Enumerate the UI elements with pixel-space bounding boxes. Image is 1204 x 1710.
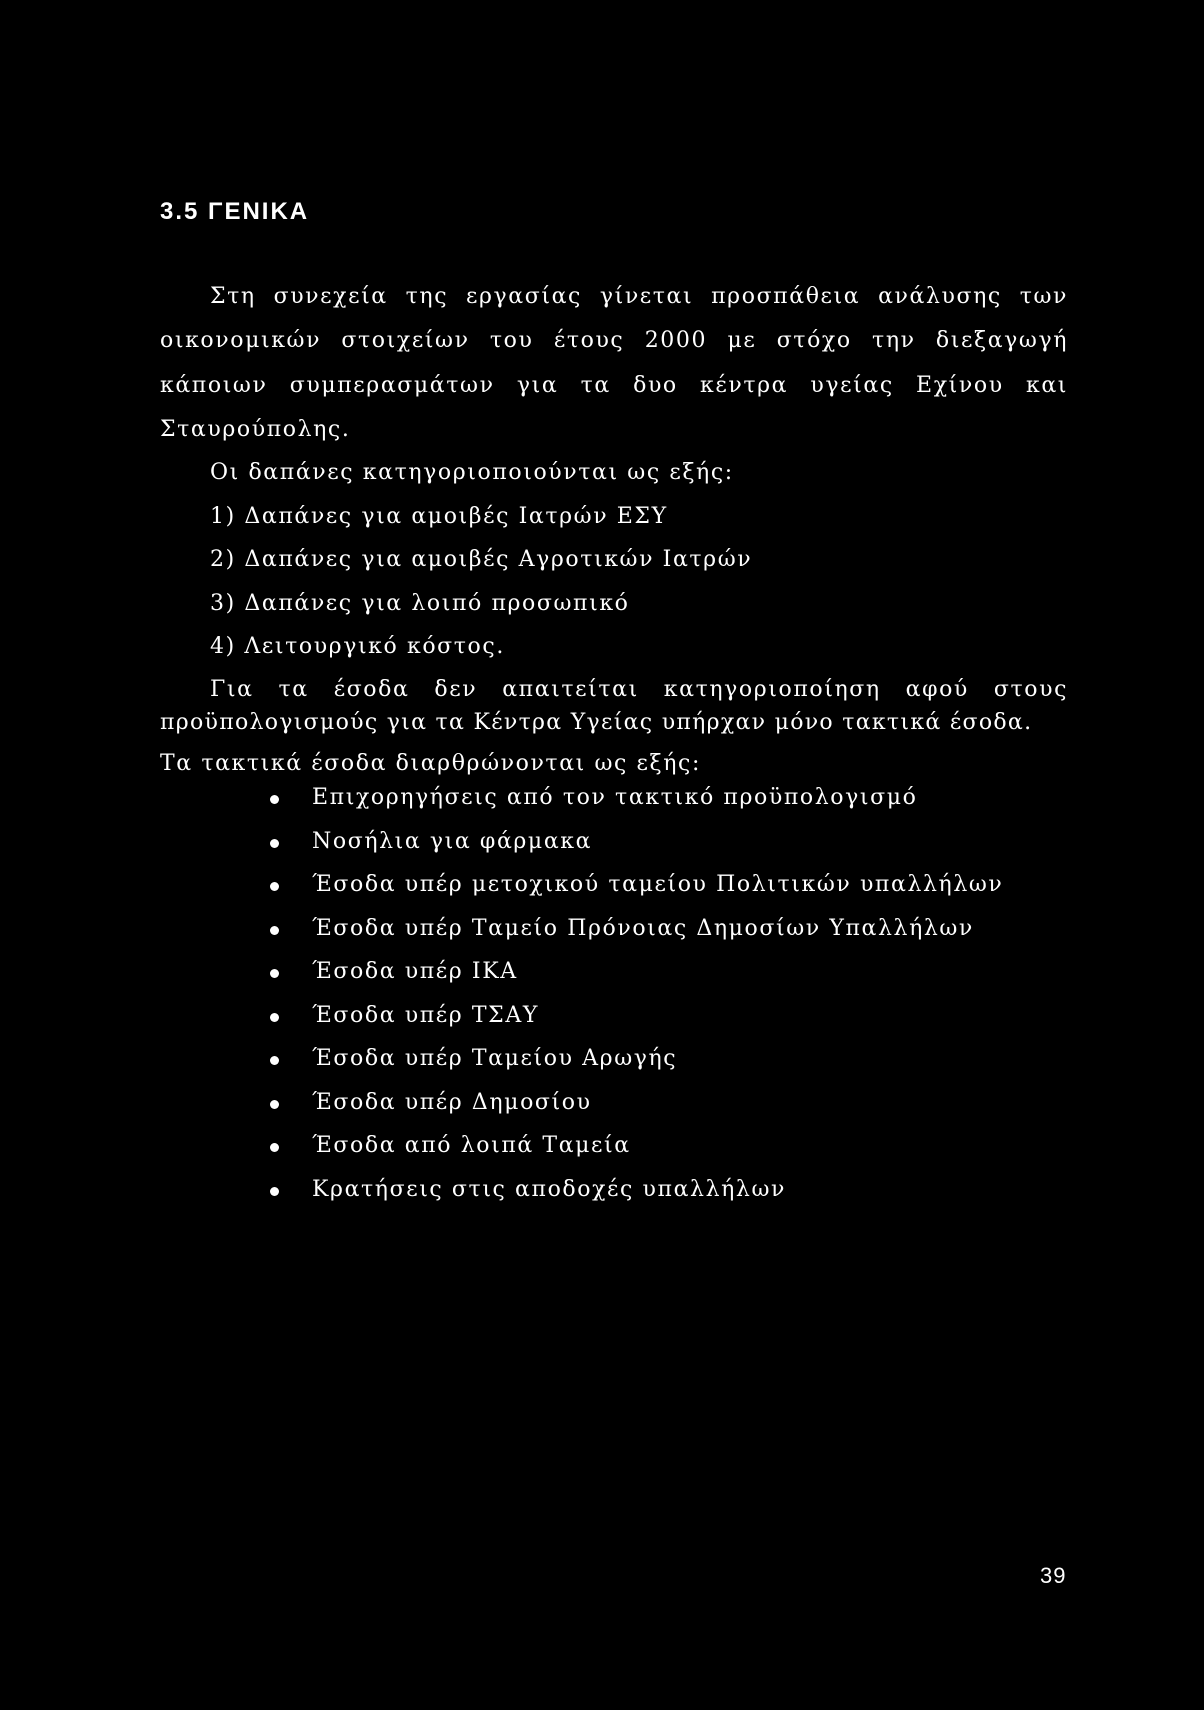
revenue-list [270,787,1003,1222]
list-item-label: Έσοδα υπέρ Ταμείο Πρόνοιας Δημοσίων Υπαλλήλων [312,915,974,941]
revenue-intro: Τα τακτικά έσοδα διαρθρώνονται ως εξής: [160,751,701,776]
list-item [270,1048,1003,1092]
list-item-label: Έσοδα υπέρ Ταμείου Αρωγής [312,1046,678,1071]
list-item [270,1176,1003,1223]
bullet-icon [270,882,279,891]
list-item-label: Νοσήλια για φάρμακα [312,828,593,854]
bullet-icon [270,839,279,848]
list-item-label: Έσοδα υπέρ μετοχικού ταμείου Πολιτικών υπαλλήλων [312,872,1004,897]
paragraph-line: Σταυρούπολης. [160,417,351,442]
list-item-label: Έσοδα υπέρ ΙΚΑ [312,959,518,984]
bullet-icon [270,1187,279,1196]
paragraph-line: Στη συνεχεία της εργασίας γίνεται προσπάθεια ανάλυσης των [210,284,1068,309]
revenue-paragraph-line: προϋπολογισμούς για τα Κέντρα Υγείας υπήρχαν μόνο τακτικά έσοδα. [160,710,1033,735]
list-item-label: Κρατήσεις στις αποδοχές υπαλλήλων [312,1176,786,1202]
bullet-icon [270,1100,279,1109]
list-item [270,961,1003,1005]
list-item [270,787,1003,831]
list-item-label: Έσοδα υπέρ Δημοσίου [312,1089,592,1115]
paragraph-line: κάποιων συμπερασμάτων για τα δυο κέντρα υγείας Εχίνου και [160,373,1068,398]
bullet-icon [270,1013,279,1022]
bullet-icon [270,969,279,978]
revenue-paragraph-line: Για τα έσοδα δεν απαιτείται κατηγοριοποίηση αφού στους [210,677,1068,702]
expense-category: 1) Δαπάνες για αμοιβές Ιατρών ΕΣΥ [210,504,668,529]
list-item [270,1089,1003,1136]
expense-category: 3) Δαπάνες για λοιπό προσωπικό [210,591,630,616]
list-item [270,828,1003,875]
page-number: 39 [1040,1563,1067,1588]
paragraph-line: οικονομικών στοιχείων του έτους 2000 με στόχο την διεξαγωγή [160,328,1068,353]
list-item-label: Έσοδα από λοιπά Ταμεία [312,1133,631,1158]
expense-category: 4) Λειτουργικό κόστος. [210,634,505,659]
expenses-intro: Οι δαπάνες κατηγοριοποιούνται ως εξής: [210,460,734,485]
list-item [270,1135,1003,1179]
bullet-icon [270,1056,279,1065]
list-item [270,874,1003,918]
section-heading: 3.5 ΓΕΝΙΚΑ [160,198,310,225]
expense-category: 2) Δαπάνες για αμοιβές Αγροτικών Ιατρών [210,547,753,572]
list-item [270,1002,1003,1049]
bullet-icon [270,795,279,804]
list-item-label: Επιχορηγήσεις από τον τακτικό προϋπολογισμό [312,785,918,810]
list-item-label: Έσοδα υπέρ ΤΣΑΥ [312,1002,539,1028]
bullet-icon [270,1143,279,1152]
list-item [270,915,1003,962]
bullet-icon [270,926,279,935]
